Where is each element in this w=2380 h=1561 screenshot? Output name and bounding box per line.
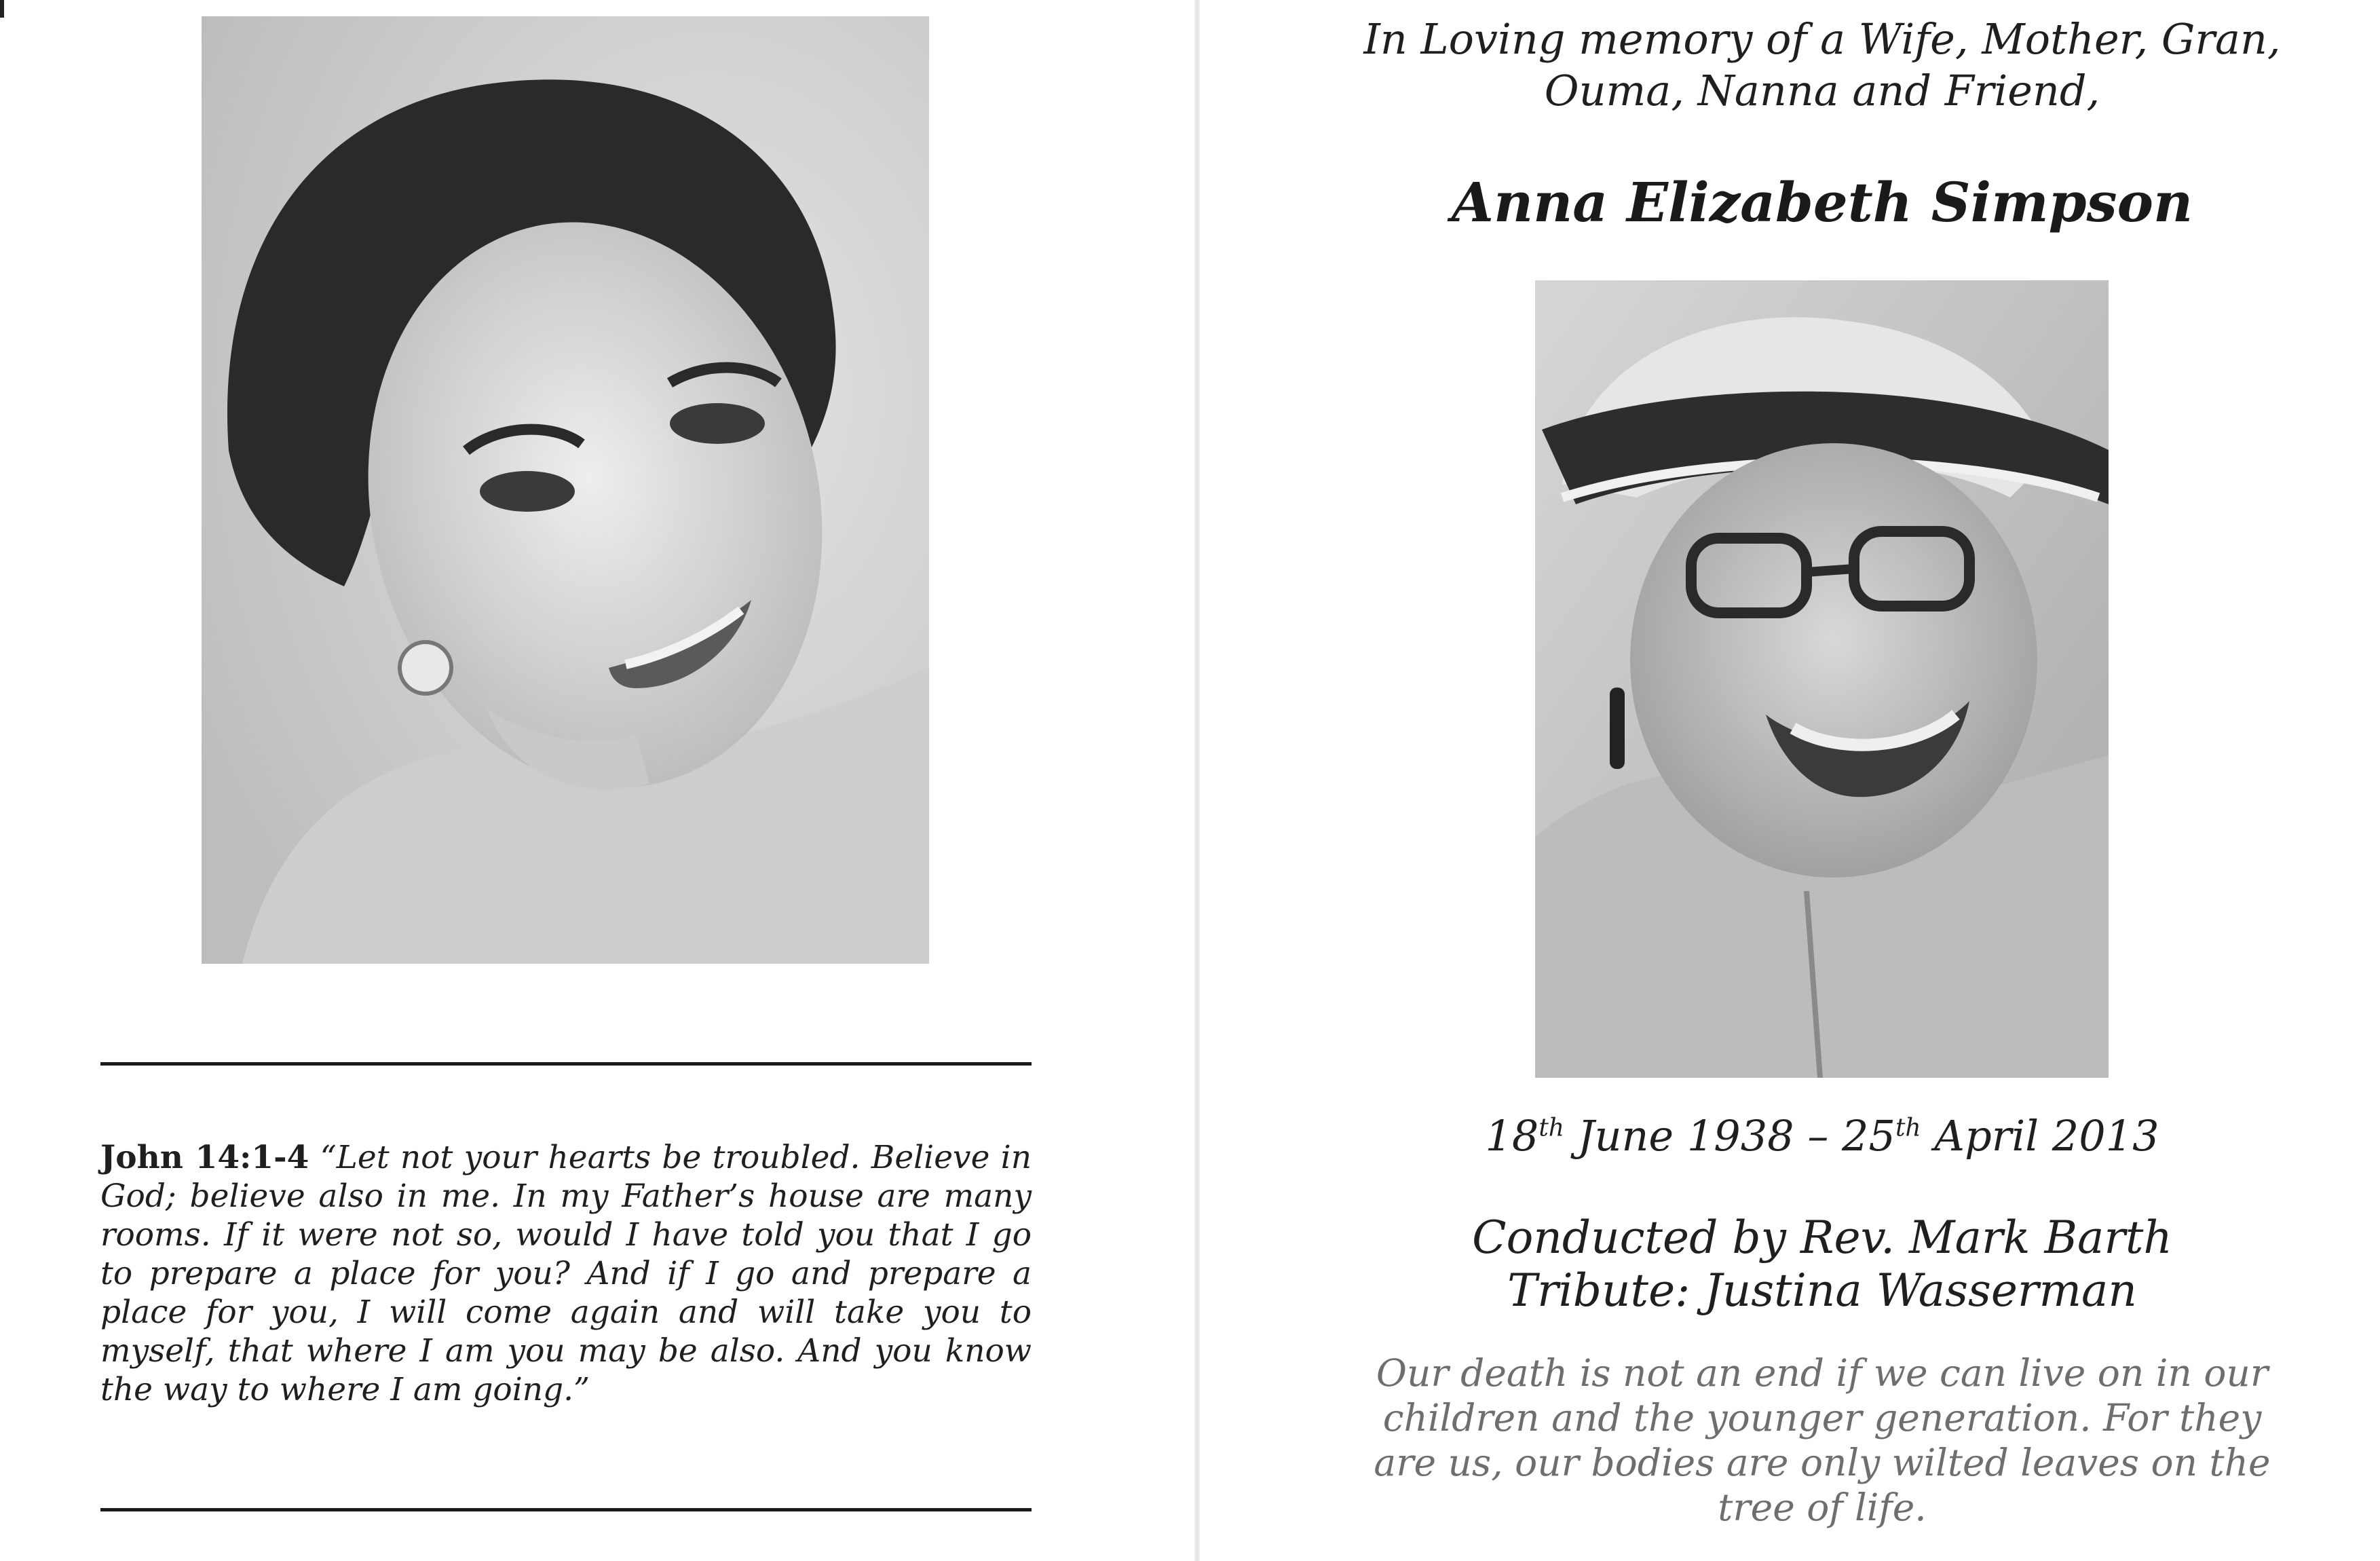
- tribute-by: Tribute: Justina Wasserman: [1507, 1264, 2137, 1317]
- deceased-name: Anna Elizabeth Simpson: [1451, 170, 2193, 234]
- death-day-suffix: th: [1895, 1114, 1921, 1142]
- top-divider-rule: [100, 1062, 1032, 1066]
- portrait-elder-photo: [1535, 280, 2109, 1078]
- center-fold: [1194, 0, 1200, 1561]
- birth-date-rest: June 1938 –: [1564, 1111, 1843, 1161]
- life-dates: [1303, 1108, 2341, 1165]
- memorial-heading: [1303, 14, 2341, 117]
- memorial-line-2: Ouma, Nanna and Friend,: [1544, 66, 2100, 115]
- death-date-rest: April 2013: [1921, 1111, 2159, 1161]
- birth-day: 18: [1485, 1111, 1539, 1161]
- conducted-by: Conducted by Rev. Mark Barth: [1472, 1211, 2172, 1264]
- memorial-quote: Our death is not an end if we can live on in our children and the younger generation. For they are us, our bodies are only wilted leaves on the tree of life.: [1374, 1351, 2271, 1529]
- death-day: 25: [1842, 1111, 1895, 1161]
- scripture-passage: [100, 1138, 1032, 1409]
- scripture-reference: John 14:1-4: [100, 1139, 309, 1176]
- portrait-young-photo: [202, 16, 929, 964]
- bottom-divider-rule: [100, 1508, 1032, 1511]
- birth-day-suffix: th: [1538, 1114, 1564, 1142]
- memorial-line-1: In Loving memory of a Wife, Mother, Gran,: [1363, 14, 2281, 64]
- scripture-text: “Let not your hearts be troubled. Believe in God; believe also in me. In my Father’s house are many rooms. If it were not so, would I have told you that I go to prepare a place for you? And if I go and prepare a place for you, I will come again and will take you to myself, that where I am you may be also. And you know the way to where I am going.”: [100, 1139, 1032, 1408]
